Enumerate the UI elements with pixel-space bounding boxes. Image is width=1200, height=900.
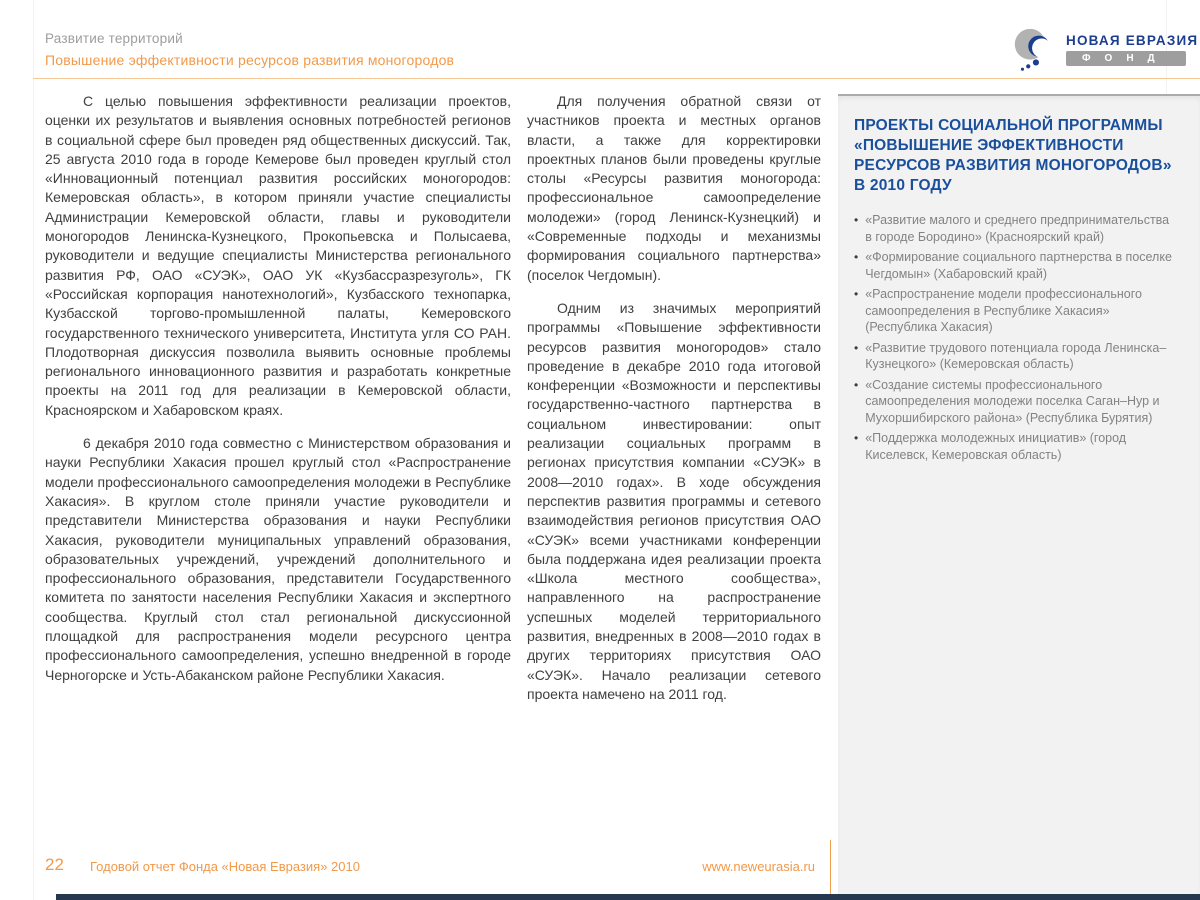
sidebar-project-item (854, 377, 1174, 427)
bullet-icon: • (854, 287, 859, 301)
sidebar-project-text: «Создание системы профессионального самоопределения молодежи поселка Саган–Нур и Мухоршибирского района» (Республика Бурятия) (865, 377, 1160, 425)
text-column-1 (45, 92, 511, 699)
bullet-icon: • (854, 377, 859, 392)
logo-fond-bar: ФОНД (1066, 51, 1186, 66)
footer-website-link[interactable]: www.neweurasia.ru (702, 859, 815, 874)
sidebar-project-text: «Развитие трудового потенциала города Ленинска–Кузнецкого» (Кемеровская область) (865, 340, 1167, 371)
header-rule (33, 78, 1200, 79)
sidebar-title: ПРОЕКТЫ СОЦИАЛЬНОЙ ПРОГРАММЫ «ПОВЫШЕНИЕ ЭФФЕКТИВНОСТИ РЕСУРСОВ РАЗВИТИЯ МОНОГОРОДОВ» В 2010 ГОДУ (854, 117, 1172, 194)
sidebar-project-item (854, 286, 1174, 336)
header-section-label: Развитие территорий (45, 31, 183, 46)
sidebar-project-item (854, 212, 1174, 245)
body-paragraph: С целью повышения эффективности реализации проектов, оценки их результатов и выявления основных потребностей регионов в социальной сфере был проведен ряд общественных дискуссий. Так, 25 августа 2010 года в городе Кемерове был проведен круглый стол «Инновационный потенциал развития российских моногородов: Кемеровская область», в котором приняли участие специалисты Администрации Кемеровской области, главы и руководители моногородов Ленинска-Кузнецкого, Прокопьевска и Полысаева, руководители и ведущие специалисты Министерства регионального развития РФ, ОАО «СУЭК», ОАО УК «Кузбассразрезуголь», ГК «Российская корпорация нанотехнологий», Кузбасского технопарка, Кузбасской торгово-промышленной палаты, Кемеровского государственного технического университета, Института угля СО РАН. Плодотворная дискуссия позволила выявить основные проблемы регионального инновационного развития и разработать конкретные проекты на 2011 год для реализации в Кемеровской области, Красноярском и Хабаровском краях. (45, 93, 511, 418)
footer-divider (830, 840, 831, 900)
bullet-icon: • (854, 340, 859, 355)
bullet-icon: • (854, 431, 859, 445)
bullet-icon: • (854, 213, 859, 227)
logo-name: НОВАЯ ЕВРАЗИЯ (1066, 33, 1199, 48)
text-column-2 (527, 92, 821, 718)
bullet-icon: • (854, 250, 859, 264)
new-eurasia-logo (1010, 26, 1198, 74)
sidebar-project-text: «Развитие малого и среднего предпринимательства в городе Бородино» (Красноярский край) (865, 213, 1170, 244)
sidebar-project-item (854, 340, 1174, 373)
logo-text-block (1066, 26, 1198, 66)
sidebar-project-list (854, 212, 1182, 463)
footer-page-number: 22 (45, 855, 64, 874)
sidebar-project-item (854, 430, 1174, 463)
sidebar-project-text: «Поддержка молодежных инициатив» (город Киселевск, Кемеровская область) (865, 431, 1127, 462)
sidebar-project-text: «Формирование социального партнерства в поселке Чегдомын» (Хабаровский край) (865, 250, 1172, 281)
sidebar-project-text: «Распространение модели профессионального самоопределения в Республике Хакасия» (Республика Хакасия) (865, 287, 1142, 334)
header-subsection-label: Повышение эффективности ресурсов развития моногородов (45, 52, 455, 68)
bottom-bar (56, 894, 1200, 900)
page-guide-left (33, 0, 34, 900)
body-paragraph: 6 декабря 2010 года совместно с Министерством образования и науки Республики Хакасия прошел круглый стол «Распространение модели профессионального самоопределения молодежи в Республике Хакасия». В круглом столе приняли участие руководители и представители Министерства образования и науки Республики Хакасия, руководители муниципальных управлений образования, образовательных учреждений, учреждений дополнительного и профессионального образования, представители Государственного комитета по занятости населения Республики Хакасия и экспертного сообщества. Круглый стол стал региональной дискуссионной площадкой для распространения модели ресурсного центра профессионального самоопределения, успешно внедренной в городе Черногорске и Усть-Абаканском районе Республики Хакасия. (45, 435, 511, 683)
body-paragraph: Одним из значимых мероприятий программы «Повышение эффективности ресурсов развития моногородов» стало проведение в декабре 2010 года итоговой конференции «Возможности и перспективы государственно-частного партнерства в социальном инвестировании: опыт реализации социальных программ в регионах присутствия компании «СУЭК» в 2008—2010 годах». В ходе обсуждения перспектив развития программы и сетевого взаимодействия регионов присутствия ОАО «СУЭК» всеми участниками конференции была поддержана идея реализации проекта «Школа местного сообщества», направленного на распространение успешных моделей территориального развития, внедренных в 2008—2010 годах в других территориях присутствия ОАО «СУЭК». Начало реализации сетевого проекта намечено на 2011 год. (527, 299, 821, 702)
sidebar-project-item (854, 249, 1174, 282)
sidebar-panel (838, 94, 1200, 900)
footer-report-title: Годовой отчет Фонда «Новая Евразия» 2010 (90, 859, 360, 874)
new-eurasia-logo-icon (1010, 26, 1058, 74)
body-paragraph: Для получения обратной связи от участников проекта и местных органов власти, а также для корректировки проектных планов были проведены круглые столы «Ресурсы развития моногорода: профессиональное самоопределение молодежи» (город Ленинск-Кузнецкий) и «Современные подходы и механизмы формирования социального партнерства» (поселок Чегдомын). (527, 93, 821, 283)
